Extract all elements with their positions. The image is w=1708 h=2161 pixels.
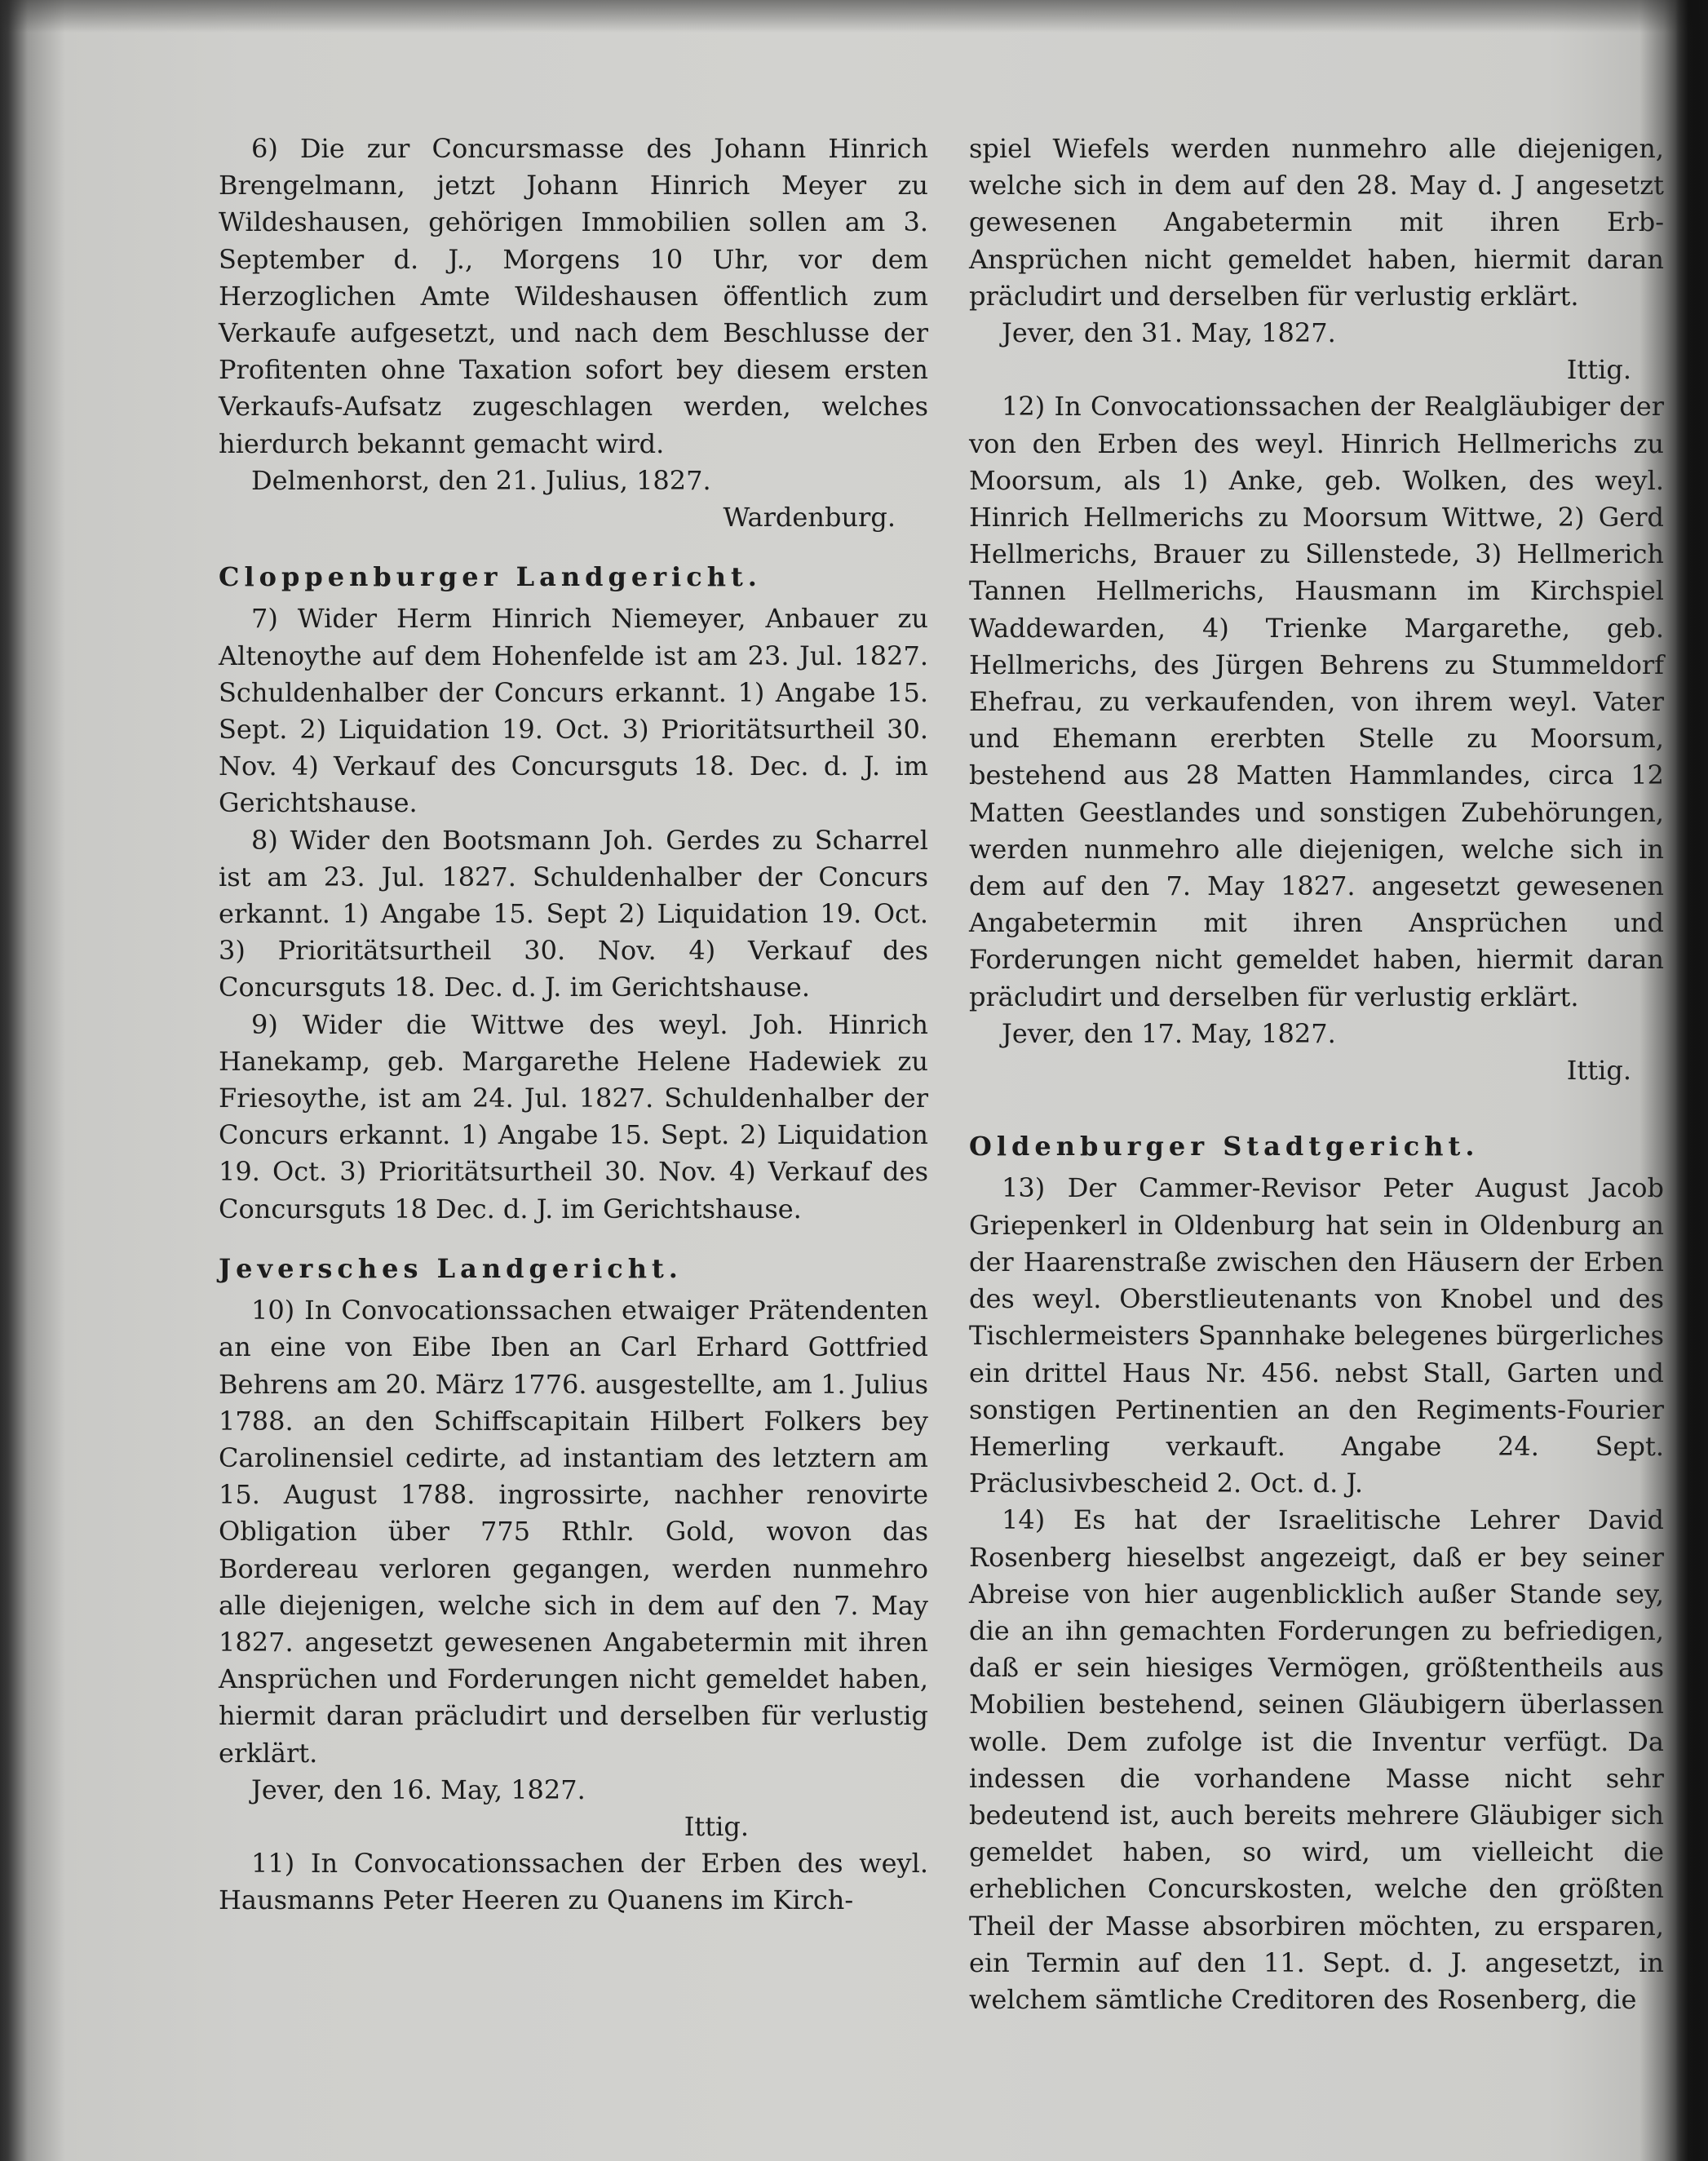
book-spine-shadow — [1675, 0, 1708, 2161]
heading-oldenburg: Oldenburger Stadtgericht. — [969, 1131, 1480, 1162]
notice-12-place-date: Jever, den 17. May, 1827. — [1002, 1017, 1336, 1049]
left-column — [219, 131, 928, 1920]
right-column — [969, 131, 1664, 2018]
heading-jever: Jeversches Landgericht. — [219, 1252, 683, 1284]
top-edge-shadow — [0, 0, 1708, 33]
notice-9-text: 9) Wider die Wittwe des weyl. Joh. Hinrich Hanekamp, geb. Margarethe Helene Hadewiek zu Friesoythe, ist am 24. Jul. 1827. Schuldenhalber der Concurs erkannt. 1) Angabe 15. Sept. 2) Liquidation 19. Oct. 3) Prioritätsurtheil 30. Nov. 4) Verkauf des Concursguts 18 Dec. d. J. im Gerichtshause. — [219, 1008, 928, 1224]
notice-14-text-start: 14) Es hat der Israelitische Lehrer David Rosenberg hieselbst angezeigt, daß er bey seiner Abreise von hier augenblicklich außer Stande sey, die an ihn gemachten Forderungen zu befriedigen, daß er sein hiesiges Vermögen, größtentheils aus Mobilien bestehend, seinen Gläubigern überlassen wolle. Dem zufolge ist die Inventur verfügt. Da indessen die vorhandene Masse nicht sehr bedeutend ist, auch bereits mehrere Gläubiger sich gemeldet haben, so wird, um vielleicht die erheblichen Concurskosten, welche den größten Theil der Masse absorbiren möchten, zu ersparen, ein Termin auf den 11. Sept. d. J. angesetzt, in welchem sämtliche Creditoren des Rosenberg, die — [969, 1504, 1664, 2015]
notice-10-place-date: Jever, den 16. May, 1827. — [251, 1774, 586, 1805]
notice-11-text-continued: spiel Wiefels werden nunmehro alle diejenigen, welche sich in dem auf den 28. May d. J angesetzt gewesenen Angabetermin mit ihren Erb-Ansprüchen nicht gemeldet haben, hiermit daran präcludirt und derselben für verlustig erklärt. — [969, 133, 1664, 312]
notice-13-text: 13) Der Cammer-Revisor Peter August Jacob Griepenkerl in Oldenburg hat sein in Oldenburg an der Haarenstraße zwischen den Häusern der Erben des weyl. Oberstlieutenants von Knobel und des Tischlermeisters Spannhake belegenes bürgerliches ein drittel Haus Nr. 456. nebst Stall, Garten und sonstigen Pertinentien an den Regiments-Fourier Hemerling verkauft. Angabe 24. Sept. Präclusivbescheid 2. Oct. d. J. — [969, 1172, 1664, 1499]
notice-10-signature: Ittig. — [684, 1810, 749, 1842]
notice-11-signature: Ittig. — [1566, 354, 1631, 386]
notice-6-place-date: Delmenhorst, den 21. Julius, 1827. — [251, 464, 711, 496]
heading-cloppenburg: Cloppenburger Landgericht. — [219, 561, 762, 593]
notice-6-signature: Wardenburg. — [723, 502, 896, 534]
notice-7-text: 7) Wider Herm Hinrich Niemeyer, Anbauer zu Altenoythe auf dem Hohenfelde ist am 23. Jul. 1827. Schuldenhalber der Concurs erkannt. 1) Angabe 15. Sept. 2) Liquidation 19. Oct. 3) Prioritätsurtheil 30. Nov. 4) Verkauf des Concursguts 18. Dec. d. J. im Gerichtshause. — [219, 603, 928, 819]
notice-11-place-date: Jever, den 31. May, 1827. — [1002, 317, 1336, 349]
notice-6-text: 6) Die zur Concursmasse des Johann Hinrich Brengelmann, jetzt Johann Hinrich Meyer zu Wildeshausen, gehörigen Immobilien sollen am 3. September d. J., Morgens 10 Uhr, vor dem Herzoglichen Amte Wildeshausen öffentlich zum Verkaufe aufgesetzt, und nach dem Beschlusse der Profitenten ohne Taxation sofort bey diesem ersten Verkaufs-Aufsatz zugeschlagen werden, welches hierdurch bekannt gemacht wird. — [219, 133, 928, 459]
notice-12-signature: Ittig. — [1566, 1055, 1631, 1087]
notice-8-text: 8) Wider den Bootsmann Joh. Gerdes zu Scharrel ist am 23. Jul. 1827. Schuldenhalber der Concurs erkannt. 1) Angabe 15. Sept 2) Liquidation 19. Oct. 3) Prioritätsurtheil 30. Nov. 4) Verkauf des Concursguts 18. Dec. d. J. im Gerichtshause. — [219, 824, 928, 1003]
notice-12-text: 12) In Convocationssachen der Realgläubiger der von den Erben des weyl. Hinrich Hellmerichs zu Moorsum, als 1) Anke, geb. Wolken, des weyl. Hinrich Hellmerichs zu Moorsum Wittwe, 2) Gerd Hellmerichs, Brauer zu Sillenstede, 3) Hellmerich Tannen Hellmerichs, Hausmann im Kirchspiel Waddewarden, 4) Trienke Margarethe, geb. Hellmerichs, des Jürgen Behrens zu Stummeldorf Ehefrau, zu verkaufenden, von ihrem weyl. Vater und Ehemann ererbten Stelle zu Moorsum, bestehend aus 28 Matten Hammlandes, circa 12 Matten Geestlandes und sonstigen Zubehörungen, werden nunmehro alle diejenigen, welche sich in dem auf den 7. May 1827. angesetzt gewesenen Angabetermin mit ihren Ansprüchen und Forderungen nicht gemeldet haben, hiermit daran präcludirt und derselben für verlustig erklärt. — [969, 391, 1664, 1012]
notice-11-text-start: 11) In Convocationssachen der Erben des weyl. Hausmanns Peter Heeren zu Quanens im Kirch- — [219, 1848, 928, 1916]
notice-10-text: 10) In Convocationssachen etwaiger Prätendenten an eine von Eibe Iben an Carl Erhard Gottfried Behrens am 20. März 1776. ausgestellte, am 1. Julius 1788. an den Schiffscapitain Hilbert Folkers bey Carolinensiel cedirte, ad instantiam des letztern am 15. August 1788. ingrossirte, nachher renovirte Obligation über 775 Rthlr. Gold, wovon das Bordereau verloren gegangen, werden nunmehro alle diejenigen, welche sich in dem auf den 7. May 1827. angesetzt gewesenen Angabetermin mit ihren Ansprüchen und Forderungen nicht gemeldet haben, hiermit daran präcludirt und derselben für verlustig erklärt. — [219, 1295, 928, 1769]
